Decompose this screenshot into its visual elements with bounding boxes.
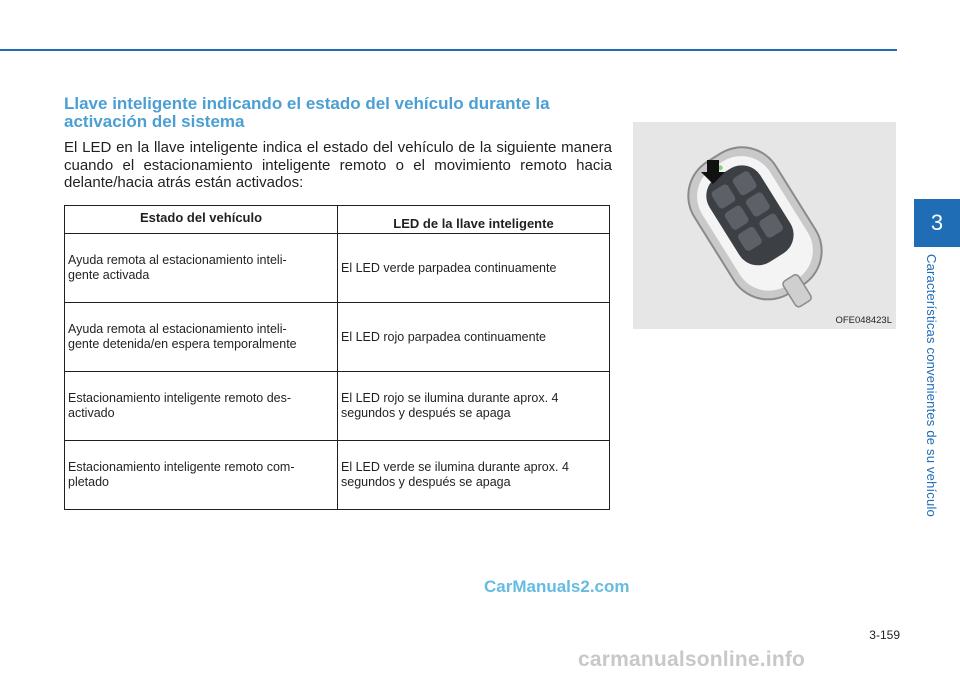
chapter-title: Características convenientes de su vehículo bbox=[924, 254, 939, 517]
section-title: Llave inteligente indicando el estado del vehículo durante la activación del sistema bbox=[64, 94, 550, 131]
column-header-led: LED de la llave inteligente bbox=[338, 206, 610, 234]
table-row bbox=[65, 303, 610, 372]
page-number: 3-159 bbox=[869, 628, 900, 642]
table-row bbox=[65, 372, 610, 441]
cell-led-indication: El LED verde parpadea continuamente bbox=[338, 234, 610, 303]
led-status-table bbox=[64, 205, 610, 510]
cell-vehicle-state: Ayuda remota al estacionamiento inteli- gente activada bbox=[65, 234, 338, 303]
watermark-bottom: carmanualsonline.info bbox=[578, 648, 806, 671]
cell-led-indication: El LED rojo parpadea continuamente bbox=[338, 303, 610, 372]
table-row bbox=[65, 234, 610, 303]
watermark-center: CarManuals2.com bbox=[484, 577, 630, 596]
table-row bbox=[65, 441, 610, 510]
chapter-number-badge: 3 bbox=[914, 199, 960, 247]
smart-key-fob-icon bbox=[633, 122, 896, 329]
cell-vehicle-state: Ayuda remota al estacionamiento inteli- gente detenida/en espera temporalmente bbox=[65, 303, 338, 372]
cell-vehicle-state: Estacionamiento inteligente remoto com- pletado bbox=[65, 441, 338, 510]
cell-led-indication: El LED rojo se ilumina durante aprox. 4 segundos y después se apaga bbox=[338, 372, 610, 441]
cell-led-indication: El LED verde se ilumina durante aprox. 4 segundos y después se apaga bbox=[338, 441, 610, 510]
column-header-vehicle-state: Estado del vehículo bbox=[65, 206, 338, 234]
intro-paragraph: El LED en la llave inteligente indica el estado del vehículo de la siguiente manera cuando el estacionamiento inteligente remoto o el movimiento remoto hacia delante/hacia atrás están activados: bbox=[64, 139, 612, 191]
header-rule bbox=[0, 49, 897, 51]
figure-caption: OFE048423L bbox=[835, 315, 892, 326]
cell-vehicle-state: Estacionamiento inteligente remoto des- activado bbox=[65, 372, 338, 441]
table-header-row bbox=[65, 206, 610, 234]
smart-key-figure bbox=[633, 122, 896, 329]
